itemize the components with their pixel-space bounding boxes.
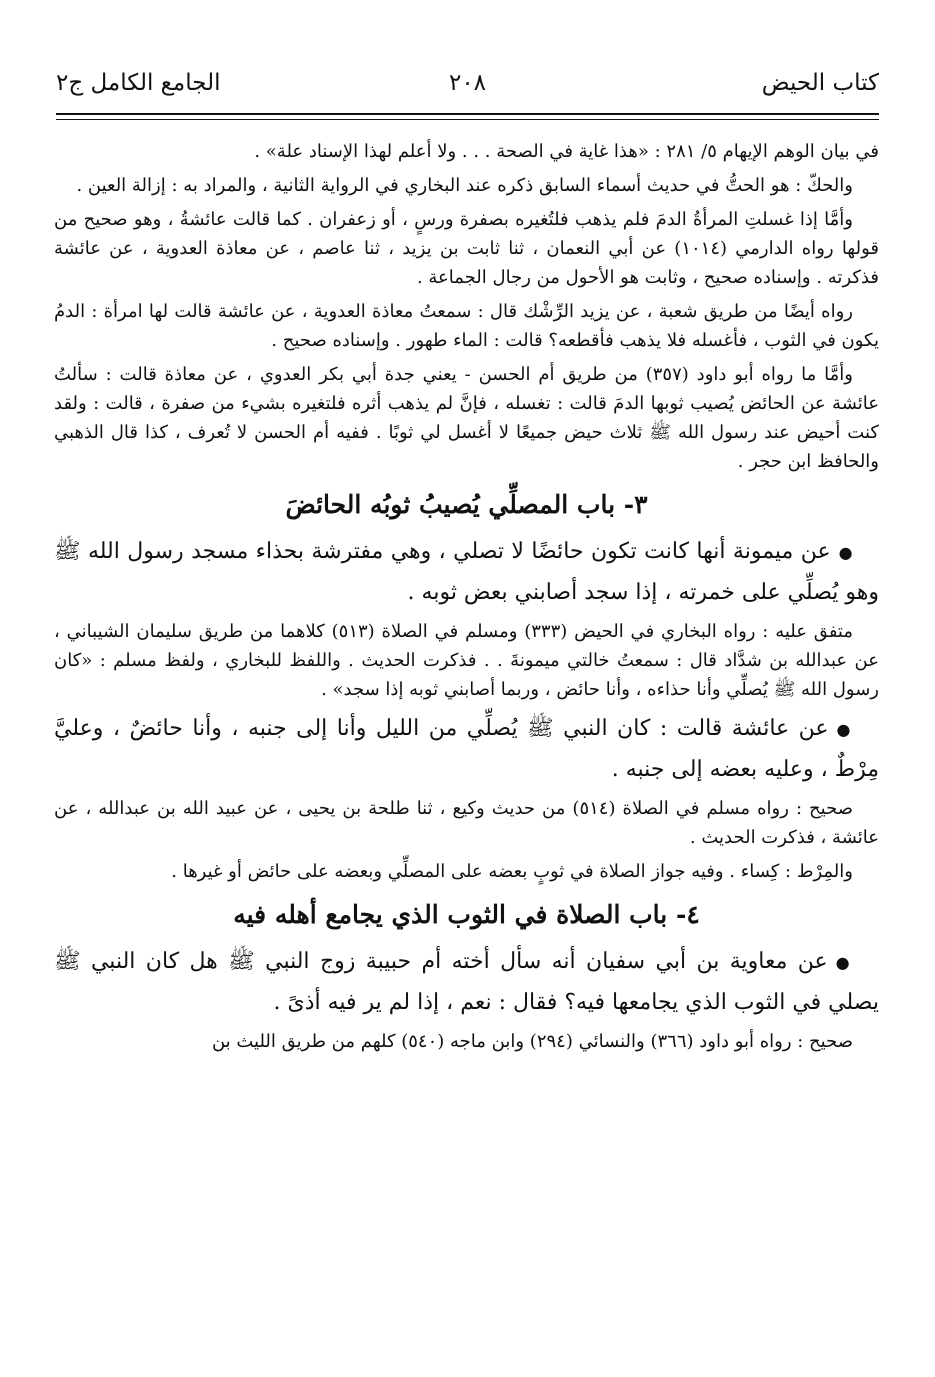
page-number: ٢٠٨ [448,70,487,96]
book-title: الجامع الكامل ج٢ [56,70,221,96]
note-paragraph: والمِرْط : كِساء . وفيه جواز الصلاة في ثوبٍ بعضه على المصلِّي وبعضه على حائض أو غيرها . [171,861,853,882]
hadith-body: عن ميمونة أنها كانت تكون حائضًا لا تصلي ، وهي مفترشة بحذاء مسجد رسول الله ﷺ وهو يُصلِّي على خمرته ، إذا سجد أصابني بعض ثوبه . [54,539,879,605]
hadith-text [54,532,879,613]
hadith-body: عن معاوية بن أبي سفيان أنه سأل أخته أم حبيبة زوج النبي ﷺ هل كان النبي ﷺ يصلي في الثوب الذي يجامعها فيه؟ فقال : نعم ، إذا لم ير فيه أذىً . [54,949,879,1015]
section-heading-4: ٤- باب الصلاة في الثوب الذي يجامع أهله فيه [233,900,700,929]
hadith-text [54,942,879,1023]
header-rule-thin [56,119,879,120]
footnote-paragraph: رواه أيضًا من طريق شعبة ، عن يزيد الرِّشْك قال : سمعتُ معاذة العدوية ، عن عائشة قالت لها امرأة : الدمُ يكون في الثوب ، فأغسله فلا يذهب فأقطعه؟ قالت : الماء طهور . وإسناده صحيح . [54,301,879,351]
chapter-title: كتاب الحيض [761,70,879,96]
page-body [54,137,879,1061]
bullet-icon: ● [835,953,853,972]
hadith-body: عن عائشة قالت : كان النبي ﷺ يُصلِّي من الليل وأنا إلى جنبه ، وأنا حائضٌ ، وعليَّ مِرْطٌ ، وعليه بعضه إلى جنبه . [54,716,879,782]
footnote-paragraph: وأمَّا إذا غسلتِ المرأةُ الدمَ فلم يذهب فلتُغيره بصفرة ورسٍ ، أو زعفران . كما قالت عائشةُ ، وهو صحيح من قولها رواه الدارمي (١٠١٤) عن أبي النعمان ، ثنا ثابت بن يزيد ، ثنا عاصم ، عن معاذة العدوية ، عن عائشة فذكرته . وإسناده صحيح ، وثابت هو الأحول من رجال الجماعة . [54,209,879,288]
footnote-paragraph: وأمَّا ما رواه أبو داود (٣٥٧) من طريق أم الحسن - يعني جدة أبي بكر العدوي ، عن معاذة قالت : سألتُ عائشة عن الحائض يُصيب ثوبها الدمَ قالت : تغسله ، فإنَّ لم يذهب أثره فلتغيره بشيء من صفرة ، قالت : ولقد كنت أحيض عند رسول الله ﷺ ثلاث حيض جميعًا لا أغسل لي ثوبًا . ففيه أم الحسن لا تُعرف ، كذا قال الذهبي والحافظ ابن حجر . [54,364,879,472]
hadith-text [54,709,879,790]
bullet-icon: ● [838,543,853,562]
takhrij-paragraph: متفق عليه : رواه البخاري في الحيض (٣٣٣) ومسلم في الصلاة (٥١٣) كلاهما من طريق سليمان الشيباني ، عن عبدالله بن شدَّاد قال : سمعتُ خالتي ميمونةَ . . فذكرت الحديث . واللفظ للبخاري ، ولفظ مسلم : «كان رسول الله ﷺ يُصلِّي وأنا حذاءه ، وأنا حائض ، وربما أصابني ثوبه إذا سجد» . [54,621,879,700]
footnote-paragraph: في بيان الوهم الإيهام ٥/ ٢٨١ : «هذا غاية في الصحة . . . ولا أعلم لهذا الإسناد علة» . [254,141,879,162]
header-rule-thick [56,113,879,115]
takhrij-paragraph: صحيح : رواه أبو داود (٣٦٦) والنسائي (٢٩٤) وابن ماجه (٥٤٠) كلهم من طريق الليث بن [211,1031,853,1052]
section-heading-3: ٣- باب المصلِّي يُصيبُ ثوبُه الحائضَ [285,490,648,519]
page-header [56,70,879,110]
bullet-icon: ● [836,720,853,739]
takhrij-paragraph: صحيح : رواه مسلم في الصلاة (٥١٤) من حديث وكيع ، ثنا طلحة بن يحيى ، عن عبيد الله بن عبدالله ، عن عائشة ، فذكرت الحديث . [54,798,879,848]
footnote-paragraph: والحكّ : هو الحتُّ في حديث أسماء السابق ذكره عند البخاري في الرواية الثانية ، والمراد به : إزالة العين . [76,175,853,196]
